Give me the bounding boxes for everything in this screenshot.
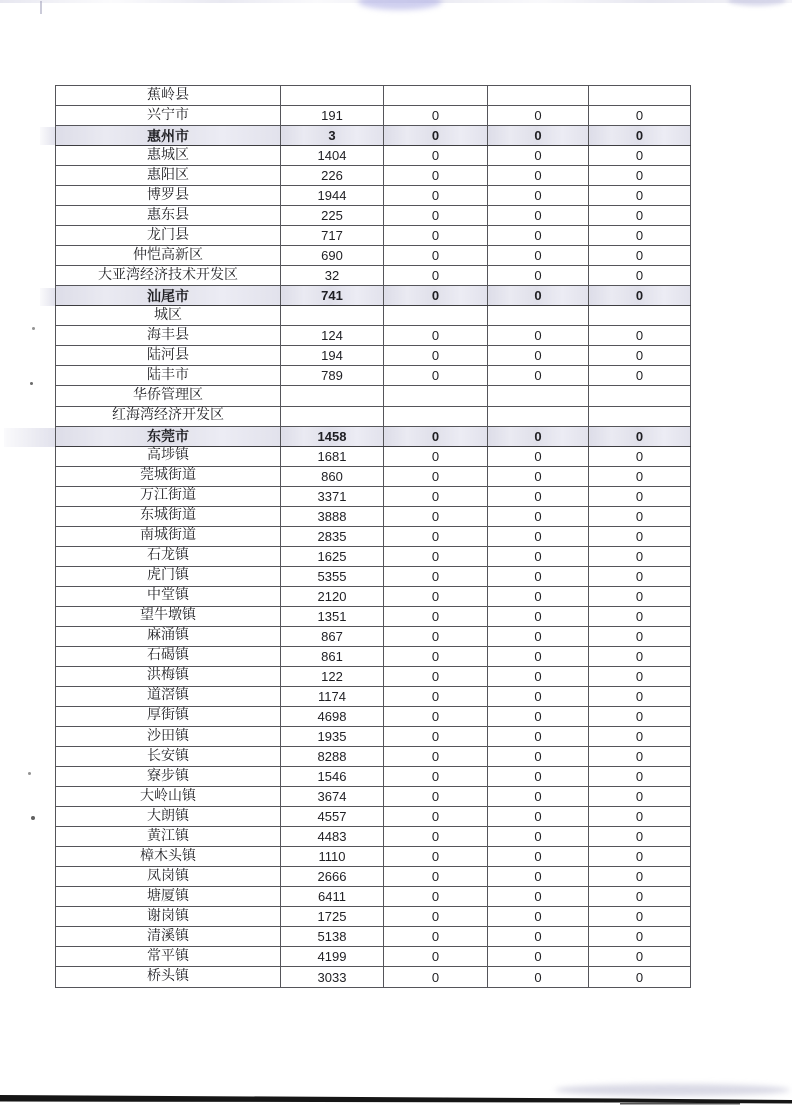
count-cell: 194 — [281, 346, 384, 366]
table-row — [56, 166, 691, 186]
region-data-table — [55, 85, 691, 988]
count-cell: 6411 — [281, 887, 384, 907]
zero-cell: 0 — [488, 586, 589, 606]
table-row — [56, 586, 691, 606]
zero-cell: 0 — [589, 606, 691, 626]
count-cell: 5355 — [281, 566, 384, 586]
zero-cell: 0 — [488, 787, 589, 807]
table-row — [56, 887, 691, 907]
zero-cell — [488, 306, 589, 326]
zero-cell: 0 — [589, 646, 691, 666]
region-name-cell: 石龙镇 — [56, 546, 281, 566]
zero-cell: 0 — [384, 787, 488, 807]
region-name-cell: 南城街道 — [56, 526, 281, 546]
region-name-cell: 惠阳区 — [56, 166, 281, 186]
zero-cell: 0 — [384, 666, 488, 686]
zero-cell: 0 — [589, 666, 691, 686]
zero-cell: 0 — [589, 246, 691, 266]
region-name-cell: 博罗县 — [56, 186, 281, 206]
zero-cell: 0 — [488, 466, 589, 486]
zero-cell — [488, 386, 589, 406]
zero-cell: 0 — [384, 226, 488, 246]
zero-cell: 0 — [488, 566, 589, 586]
zero-cell — [589, 386, 691, 406]
zero-cell: 0 — [589, 947, 691, 967]
zero-cell — [589, 86, 691, 106]
table-row — [56, 827, 691, 847]
zero-cell: 0 — [488, 546, 589, 566]
table-row — [56, 847, 691, 867]
region-name-cell: 莞城街道 — [56, 466, 281, 486]
zero-cell: 0 — [384, 366, 488, 386]
table-row — [56, 706, 691, 726]
region-name-cell: 万江街道 — [56, 486, 281, 506]
zero-cell: 0 — [384, 807, 488, 827]
zero-cell: 0 — [589, 326, 691, 346]
table-row — [56, 666, 691, 686]
zero-cell: 0 — [384, 266, 488, 286]
table-row — [56, 626, 691, 646]
zero-cell: 0 — [488, 767, 589, 787]
zero-cell: 0 — [488, 927, 589, 947]
region-name-cell: 谢岗镇 — [56, 907, 281, 927]
table-row — [56, 947, 691, 967]
region-name-cell: 东城街道 — [56, 506, 281, 526]
region-name-cell: 高埗镇 — [56, 446, 281, 466]
zero-cell: 0 — [384, 967, 488, 988]
zero-cell: 0 — [384, 847, 488, 867]
table-row — [56, 126, 691, 146]
zero-cell: 0 — [589, 146, 691, 166]
scan-speck — [30, 382, 33, 385]
zero-cell — [589, 306, 691, 326]
count-cell: 717 — [281, 226, 384, 246]
region-name-cell: 道滘镇 — [56, 686, 281, 706]
zero-cell: 0 — [384, 186, 488, 206]
zero-cell: 0 — [384, 867, 488, 887]
table-row — [56, 606, 691, 626]
table-row — [56, 286, 691, 306]
zero-cell: 0 — [488, 606, 589, 626]
zero-cell: 0 — [488, 226, 589, 246]
zero-cell: 0 — [384, 126, 488, 146]
zero-cell: 0 — [384, 526, 488, 546]
zero-cell: 0 — [384, 486, 488, 506]
zero-cell — [488, 86, 589, 106]
table-row — [56, 466, 691, 486]
count-cell — [281, 86, 384, 106]
region-name-cell: 樟木头镇 — [56, 847, 281, 867]
scan-speck — [28, 772, 31, 775]
scan-speck — [31, 816, 35, 820]
region-name-cell: 海丰县 — [56, 326, 281, 346]
zero-cell — [488, 406, 589, 426]
zero-cell: 0 — [589, 867, 691, 887]
zero-cell: 0 — [384, 646, 488, 666]
zero-cell: 0 — [488, 646, 589, 666]
zero-cell: 0 — [488, 146, 589, 166]
zero-cell: 0 — [384, 246, 488, 266]
count-cell: 1546 — [281, 767, 384, 787]
table-row — [56, 486, 691, 506]
region-name-cell: 汕尾市 — [56, 286, 281, 306]
count-cell: 1351 — [281, 606, 384, 626]
table-row — [56, 346, 691, 366]
count-cell: 4557 — [281, 807, 384, 827]
table-row — [56, 727, 691, 747]
count-cell: 191 — [281, 106, 384, 126]
count-cell: 3888 — [281, 506, 384, 526]
zero-cell — [384, 406, 488, 426]
scan-shade-bleed — [4, 428, 56, 447]
region-name-cell: 中堂镇 — [56, 586, 281, 606]
zero-cell: 0 — [589, 767, 691, 787]
zero-cell: 0 — [589, 446, 691, 466]
zero-cell: 0 — [589, 907, 691, 927]
region-name-cell: 蕉岭县 — [56, 86, 281, 106]
table-row — [56, 386, 691, 406]
zero-cell — [384, 86, 488, 106]
zero-cell: 0 — [488, 867, 589, 887]
zero-cell: 0 — [488, 706, 589, 726]
region-name-cell: 常平镇 — [56, 947, 281, 967]
table-row — [56, 506, 691, 526]
region-name-cell: 大岭山镇 — [56, 787, 281, 807]
count-cell: 690 — [281, 246, 384, 266]
table-row — [56, 907, 691, 927]
zero-cell: 0 — [384, 326, 488, 346]
table-row — [56, 546, 691, 566]
zero-cell: 0 — [589, 787, 691, 807]
count-cell: 2666 — [281, 867, 384, 887]
zero-cell: 0 — [488, 446, 589, 466]
table-row — [56, 566, 691, 586]
zero-cell: 0 — [384, 466, 488, 486]
zero-cell: 0 — [384, 747, 488, 767]
region-name-cell: 陆河县 — [56, 346, 281, 366]
count-cell: 1725 — [281, 907, 384, 927]
zero-cell: 0 — [589, 546, 691, 566]
region-name-cell: 龙门县 — [56, 226, 281, 246]
region-name-cell: 惠州市 — [56, 126, 281, 146]
table-row — [56, 967, 691, 988]
count-cell: 3 — [281, 126, 384, 146]
count-cell: 225 — [281, 206, 384, 226]
zero-cell: 0 — [589, 466, 691, 486]
region-name-cell: 陆丰市 — [56, 366, 281, 386]
zero-cell: 0 — [589, 186, 691, 206]
count-cell: 789 — [281, 366, 384, 386]
zero-cell: 0 — [488, 266, 589, 286]
zero-cell: 0 — [384, 146, 488, 166]
zero-cell: 0 — [384, 606, 488, 626]
count-cell: 4199 — [281, 947, 384, 967]
table-row — [56, 807, 691, 827]
region-name-cell: 东莞市 — [56, 426, 281, 446]
count-cell: 2835 — [281, 526, 384, 546]
zero-cell: 0 — [589, 226, 691, 246]
table-row — [56, 747, 691, 767]
zero-cell: 0 — [488, 506, 589, 526]
region-name-cell: 华侨管理区 — [56, 386, 281, 406]
table-row — [56, 686, 691, 706]
zero-cell: 0 — [488, 186, 589, 206]
zero-cell: 0 — [384, 446, 488, 466]
zero-cell: 0 — [589, 366, 691, 386]
zero-cell: 0 — [488, 947, 589, 967]
table-row — [56, 106, 691, 126]
count-cell: 3674 — [281, 787, 384, 807]
zero-cell: 0 — [488, 246, 589, 266]
zero-cell: 0 — [589, 747, 691, 767]
count-cell: 122 — [281, 666, 384, 686]
zero-cell: 0 — [384, 286, 488, 306]
zero-cell: 0 — [589, 887, 691, 907]
region-name-cell: 仲恺高新区 — [56, 246, 281, 266]
scan-top-streak — [0, 0, 792, 3]
zero-cell: 0 — [589, 286, 691, 306]
table-row — [56, 867, 691, 887]
zero-cell: 0 — [384, 566, 488, 586]
zero-cell: 0 — [488, 686, 589, 706]
zero-cell: 0 — [488, 366, 589, 386]
zero-cell: 0 — [589, 586, 691, 606]
count-cell: 5138 — [281, 927, 384, 947]
region-name-cell: 凤岗镇 — [56, 867, 281, 887]
count-cell: 4698 — [281, 706, 384, 726]
count-cell: 8288 — [281, 747, 384, 767]
scan-shade-bleed — [40, 288, 56, 306]
region-name-cell: 大朗镇 — [56, 807, 281, 827]
zero-cell: 0 — [384, 727, 488, 747]
count-cell: 860 — [281, 466, 384, 486]
zero-cell: 0 — [589, 506, 691, 526]
region-name-cell: 红海湾经济开发区 — [56, 406, 281, 426]
region-name-cell: 清溪镇 — [56, 927, 281, 947]
zero-cell: 0 — [384, 706, 488, 726]
table-row — [56, 206, 691, 226]
table-row — [56, 767, 691, 787]
scan-corner-mark — [40, 1, 42, 14]
table-row — [56, 366, 691, 386]
zero-cell: 0 — [488, 807, 589, 827]
region-name-cell: 石碣镇 — [56, 646, 281, 666]
count-cell: 1404 — [281, 146, 384, 166]
zero-cell: 0 — [589, 686, 691, 706]
zero-cell: 0 — [488, 967, 589, 988]
zero-cell: 0 — [589, 626, 691, 646]
table-row — [56, 927, 691, 947]
region-name-cell: 桥头镇 — [56, 967, 281, 988]
scanner-edge-bar-shape — [0, 1095, 792, 1104]
zero-cell: 0 — [488, 907, 589, 927]
count-cell: 32 — [281, 266, 384, 286]
zero-cell: 0 — [384, 166, 488, 186]
count-cell: 4483 — [281, 827, 384, 847]
zero-cell: 0 — [589, 166, 691, 186]
zero-cell: 0 — [384, 927, 488, 947]
zero-cell: 0 — [589, 106, 691, 126]
zero-cell: 0 — [589, 967, 691, 988]
count-cell: 1110 — [281, 847, 384, 867]
count-cell: 1174 — [281, 686, 384, 706]
zero-cell: 0 — [589, 266, 691, 286]
count-cell: 2120 — [281, 586, 384, 606]
zero-cell: 0 — [384, 586, 488, 606]
zero-cell: 0 — [488, 747, 589, 767]
zero-cell: 0 — [384, 887, 488, 907]
count-cell: 1625 — [281, 546, 384, 566]
zero-cell: 0 — [384, 426, 488, 446]
table-row — [56, 406, 691, 426]
zero-cell: 0 — [589, 426, 691, 446]
zero-cell: 0 — [589, 126, 691, 146]
zero-cell: 0 — [589, 727, 691, 747]
zero-cell: 0 — [488, 847, 589, 867]
table-row — [56, 226, 691, 246]
region-name-cell: 洪梅镇 — [56, 666, 281, 686]
zero-cell: 0 — [589, 526, 691, 546]
table-row — [56, 266, 691, 286]
region-name-cell: 塘厦镇 — [56, 887, 281, 907]
scan-shade-bleed — [40, 127, 56, 145]
zero-cell: 0 — [488, 666, 589, 686]
count-cell — [281, 406, 384, 426]
table-row — [56, 306, 691, 326]
region-name-cell: 大亚湾经济技术开发区 — [56, 266, 281, 286]
count-cell: 3033 — [281, 967, 384, 988]
zero-cell: 0 — [384, 546, 488, 566]
scan-top-smudge — [358, 0, 442, 10]
scan-bottom-smudge — [555, 1084, 790, 1096]
zero-cell — [589, 406, 691, 426]
zero-cell: 0 — [488, 526, 589, 546]
count-cell: 861 — [281, 646, 384, 666]
region-name-cell: 惠城区 — [56, 146, 281, 166]
zero-cell: 0 — [384, 626, 488, 646]
region-name-cell: 沙田镇 — [56, 727, 281, 747]
zero-cell: 0 — [488, 286, 589, 306]
zero-cell: 0 — [488, 346, 589, 366]
zero-cell: 0 — [488, 827, 589, 847]
zero-cell: 0 — [589, 927, 691, 947]
region-name-cell: 厚街镇 — [56, 706, 281, 726]
zero-cell: 0 — [488, 326, 589, 346]
region-name-cell: 长安镇 — [56, 747, 281, 767]
count-cell: 226 — [281, 166, 384, 186]
region-name-cell: 虎门镇 — [56, 566, 281, 586]
zero-cell: 0 — [488, 206, 589, 226]
zero-cell: 0 — [384, 106, 488, 126]
region-name-cell: 惠东县 — [56, 206, 281, 226]
zero-cell: 0 — [488, 426, 589, 446]
table-body — [56, 86, 691, 988]
zero-cell: 0 — [384, 346, 488, 366]
zero-cell: 0 — [488, 486, 589, 506]
zero-cell: 0 — [589, 807, 691, 827]
count-cell: 1681 — [281, 446, 384, 466]
table-row — [56, 186, 691, 206]
table-row — [56, 787, 691, 807]
zero-cell — [384, 386, 488, 406]
region-name-cell: 麻涌镇 — [56, 626, 281, 646]
count-cell — [281, 386, 384, 406]
region-name-cell: 城区 — [56, 306, 281, 326]
zero-cell: 0 — [589, 486, 691, 506]
zero-cell: 0 — [384, 206, 488, 226]
count-cell: 1944 — [281, 186, 384, 206]
count-cell: 3371 — [281, 486, 384, 506]
zero-cell: 0 — [589, 566, 691, 586]
count-cell: 1935 — [281, 727, 384, 747]
table-row — [56, 646, 691, 666]
table-row — [56, 246, 691, 266]
table-row — [56, 526, 691, 546]
table-row — [56, 86, 691, 106]
region-name-cell: 望牛墩镇 — [56, 606, 281, 626]
zero-cell: 0 — [384, 767, 488, 787]
zero-cell: 0 — [384, 947, 488, 967]
zero-cell: 0 — [589, 847, 691, 867]
table-row — [56, 426, 691, 446]
scan-speck — [32, 327, 35, 330]
count-cell: 867 — [281, 626, 384, 646]
count-cell: 1458 — [281, 426, 384, 446]
zero-cell: 0 — [589, 827, 691, 847]
zero-cell: 0 — [488, 166, 589, 186]
zero-cell: 0 — [384, 907, 488, 927]
region-name-cell: 黄江镇 — [56, 827, 281, 847]
count-cell — [281, 306, 384, 326]
zero-cell: 0 — [488, 727, 589, 747]
zero-cell: 0 — [488, 106, 589, 126]
zero-cell: 0 — [384, 827, 488, 847]
zero-cell: 0 — [488, 626, 589, 646]
zero-cell: 0 — [589, 206, 691, 226]
count-cell: 741 — [281, 286, 384, 306]
zero-cell — [384, 306, 488, 326]
table-row — [56, 146, 691, 166]
zero-cell: 0 — [488, 887, 589, 907]
scan-top-smudge — [728, 0, 786, 6]
zero-cell: 0 — [589, 346, 691, 366]
region-name-cell: 兴宁市 — [56, 106, 281, 126]
zero-cell: 0 — [488, 126, 589, 146]
table-row — [56, 446, 691, 466]
count-cell: 124 — [281, 326, 384, 346]
zero-cell: 0 — [589, 706, 691, 726]
zero-cell: 0 — [384, 686, 488, 706]
region-name-cell: 寮步镇 — [56, 767, 281, 787]
zero-cell: 0 — [384, 506, 488, 526]
table-row — [56, 326, 691, 346]
